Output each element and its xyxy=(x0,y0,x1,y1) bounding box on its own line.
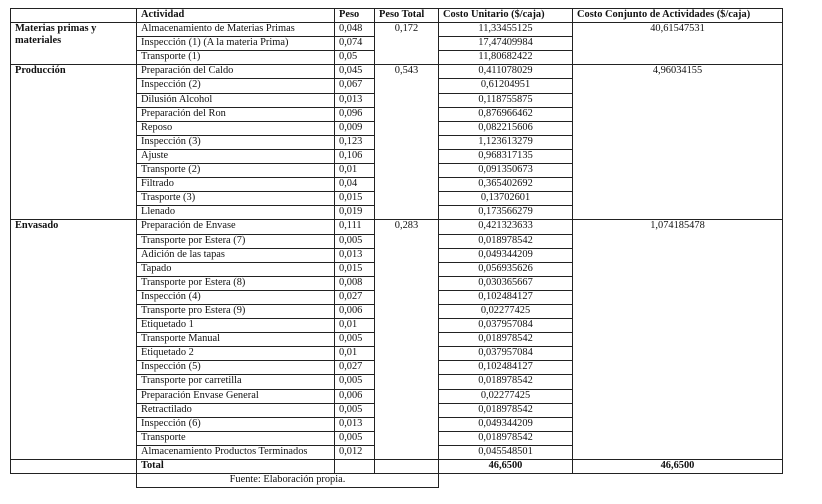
cell-peso: 0,005 xyxy=(335,403,375,417)
source-note: Fuente: Elaboración propia. xyxy=(137,474,439,488)
section-name: Producción xyxy=(11,65,137,220)
cell-costo-conjunto: 1,074185478 xyxy=(573,220,783,460)
header-row xyxy=(11,9,783,23)
table-body xyxy=(11,23,783,460)
cell-actividad: Transporte pro Estera (9) xyxy=(137,304,335,318)
total-row xyxy=(11,460,783,474)
cell-costo-unitario: 0,018978542 xyxy=(439,403,573,417)
cell-peso: 0,074 xyxy=(335,37,375,51)
cell-peso: 0,027 xyxy=(335,361,375,375)
cell-actividad: Transporte por carretilla xyxy=(137,375,335,389)
cell-costo-unitario: 0,102484127 xyxy=(439,361,573,375)
cell-costo-unitario: 0,876966462 xyxy=(439,107,573,121)
total-pt-blank xyxy=(375,460,439,474)
cell-costo-unitario: 11,33455125 xyxy=(439,23,573,37)
cell-costo-unitario: 0,102484127 xyxy=(439,290,573,304)
cell-costo-unitario: 0,037957084 xyxy=(439,319,573,333)
cell-costo-unitario: 0,091350673 xyxy=(439,164,573,178)
cell-costo-unitario: 0,049344209 xyxy=(439,417,573,431)
total-label: Total xyxy=(137,460,335,474)
cell-peso: 0,015 xyxy=(335,262,375,276)
cell-actividad: Preparación del Caldo xyxy=(137,65,335,79)
cell-actividad: Reposo xyxy=(137,121,335,135)
cell-peso: 0,005 xyxy=(335,431,375,445)
cell-actividad: Etiquetado 1 xyxy=(137,319,335,333)
cell-costo-unitario: 0,018978542 xyxy=(439,333,573,347)
cell-actividad: Inspección (4) xyxy=(137,290,335,304)
cell-costo-unitario: 0,018978542 xyxy=(439,375,573,389)
cell-peso: 0,015 xyxy=(335,192,375,206)
cell-costo-unitario: 0,61204951 xyxy=(439,79,573,93)
cell-actividad: Inspección (3) xyxy=(137,135,335,149)
cell-costo-unitario: 0,045548501 xyxy=(439,445,573,459)
cell-peso: 0,01 xyxy=(335,347,375,361)
cell-peso: 0,019 xyxy=(335,206,375,220)
cell-peso: 0,111 xyxy=(335,220,375,234)
source-row xyxy=(11,474,783,488)
table-row xyxy=(11,220,783,234)
section-name: Materias primas y materiales xyxy=(11,23,137,65)
cell-actividad: Inspección (5) xyxy=(137,361,335,375)
cell-peso: 0,106 xyxy=(335,149,375,163)
cell-costo-unitario: 17,47409984 xyxy=(439,37,573,51)
cell-peso: 0,048 xyxy=(335,23,375,37)
cell-peso: 0,027 xyxy=(335,290,375,304)
source-blank-3 xyxy=(573,474,783,488)
cell-actividad: Inspección (1) (A la materia Prima) xyxy=(137,37,335,51)
cell-peso: 0,045 xyxy=(335,65,375,79)
cell-peso-total: 0,543 xyxy=(375,65,439,220)
cell-costo-unitario: 0,049344209 xyxy=(439,248,573,262)
cell-peso: 0,009 xyxy=(335,121,375,135)
header-costo-unitario: Costo Unitario ($/caja) xyxy=(439,9,573,23)
cell-peso: 0,067 xyxy=(335,79,375,93)
cell-actividad: Almacenamiento Productos Terminados xyxy=(137,445,335,459)
header-section xyxy=(11,9,137,23)
cell-costo-unitario: 0,173566279 xyxy=(439,206,573,220)
cell-actividad: Transporte (1) xyxy=(137,51,335,65)
cell-actividad: Filtrado xyxy=(137,178,335,192)
cell-peso: 0,006 xyxy=(335,389,375,403)
cell-actividad: Adición de las tapas xyxy=(137,248,335,262)
table-row xyxy=(11,23,783,37)
cell-costo-unitario: 0,056935626 xyxy=(439,262,573,276)
cell-peso: 0,006 xyxy=(335,304,375,318)
total-blank xyxy=(11,460,137,474)
header-peso-total: Peso Total xyxy=(375,9,439,23)
cell-actividad: Ajuste xyxy=(137,149,335,163)
cell-costo-unitario: 0,13702601 xyxy=(439,192,573,206)
cell-peso-total: 0,283 xyxy=(375,220,439,460)
cell-actividad: Transporte por Estera (7) xyxy=(137,234,335,248)
cell-peso: 0,005 xyxy=(335,234,375,248)
cell-peso: 0,123 xyxy=(335,135,375,149)
total-costo-conjunto: 46,6500 xyxy=(573,460,783,474)
cell-peso: 0,096 xyxy=(335,107,375,121)
activity-cost-table xyxy=(10,8,783,488)
cell-peso: 0,04 xyxy=(335,178,375,192)
source-blank-2 xyxy=(439,474,573,488)
cell-peso: 0,008 xyxy=(335,276,375,290)
cell-costo-unitario: 0,082215606 xyxy=(439,121,573,135)
cell-actividad: Inspección (2) xyxy=(137,79,335,93)
cell-actividad: Tapado xyxy=(137,262,335,276)
cell-actividad: Almacenamiento de Materias Primas xyxy=(137,23,335,37)
cell-costo-unitario: 0,411078029 xyxy=(439,65,573,79)
cell-actividad: Trasporte (3) xyxy=(137,192,335,206)
cell-peso: 0,05 xyxy=(335,51,375,65)
cell-actividad: Inspección (6) xyxy=(137,417,335,431)
cell-costo-unitario: 0,968317135 xyxy=(439,149,573,163)
header-costo-conjunto: Costo Conjunto de Actividades ($/caja) xyxy=(573,9,783,23)
cell-actividad: Retractilado xyxy=(137,403,335,417)
cell-peso: 0,013 xyxy=(335,93,375,107)
cell-costo-unitario: 1,123613279 xyxy=(439,135,573,149)
cell-actividad: Preparación de Envase xyxy=(137,220,335,234)
cell-costo-unitario: 0,018978542 xyxy=(439,234,573,248)
cell-costo-unitario: 0,030365667 xyxy=(439,276,573,290)
cell-costo-conjunto: 40,61547531 xyxy=(573,23,783,65)
cell-peso-total: 0,172 xyxy=(375,23,439,65)
total-costo-unitario: 46,6500 xyxy=(439,460,573,474)
cell-actividad: Preparación Envase General xyxy=(137,389,335,403)
header-peso: Peso xyxy=(335,9,375,23)
cell-costo-unitario: 0,018978542 xyxy=(439,431,573,445)
cell-costo-unitario: 11,80682422 xyxy=(439,51,573,65)
cell-peso: 0,01 xyxy=(335,319,375,333)
cell-actividad: Transporte (2) xyxy=(137,164,335,178)
cell-peso: 0,013 xyxy=(335,248,375,262)
cell-actividad: Transporte por Estera (8) xyxy=(137,276,335,290)
cell-actividad: Preparación del Ron xyxy=(137,107,335,121)
total-peso-blank xyxy=(335,460,375,474)
cell-actividad: Etiquetado 2 xyxy=(137,347,335,361)
cell-actividad: Transporte xyxy=(137,431,335,445)
source-blank xyxy=(11,474,137,488)
cell-costo-conjunto: 4,96034155 xyxy=(573,65,783,220)
cell-costo-unitario: 0,118755875 xyxy=(439,93,573,107)
cell-actividad: Transporte Manual xyxy=(137,333,335,347)
cell-peso: 0,01 xyxy=(335,164,375,178)
header-actividad: Actividad xyxy=(137,9,335,23)
section-name: Envasado xyxy=(11,220,137,460)
cell-costo-unitario: 0,421323633 xyxy=(439,220,573,234)
cell-actividad: Dilusión Alcohol xyxy=(137,93,335,107)
cell-peso: 0,013 xyxy=(335,417,375,431)
cell-costo-unitario: 0,365402692 xyxy=(439,178,573,192)
cell-costo-unitario: 0,02277425 xyxy=(439,304,573,318)
cell-costo-unitario: 0,02277425 xyxy=(439,389,573,403)
cell-costo-unitario: 0,037957084 xyxy=(439,347,573,361)
cell-actividad: Llenado xyxy=(137,206,335,220)
cell-peso: 0,012 xyxy=(335,445,375,459)
cell-peso: 0,005 xyxy=(335,333,375,347)
table-row xyxy=(11,65,783,79)
cell-peso: 0,005 xyxy=(335,375,375,389)
